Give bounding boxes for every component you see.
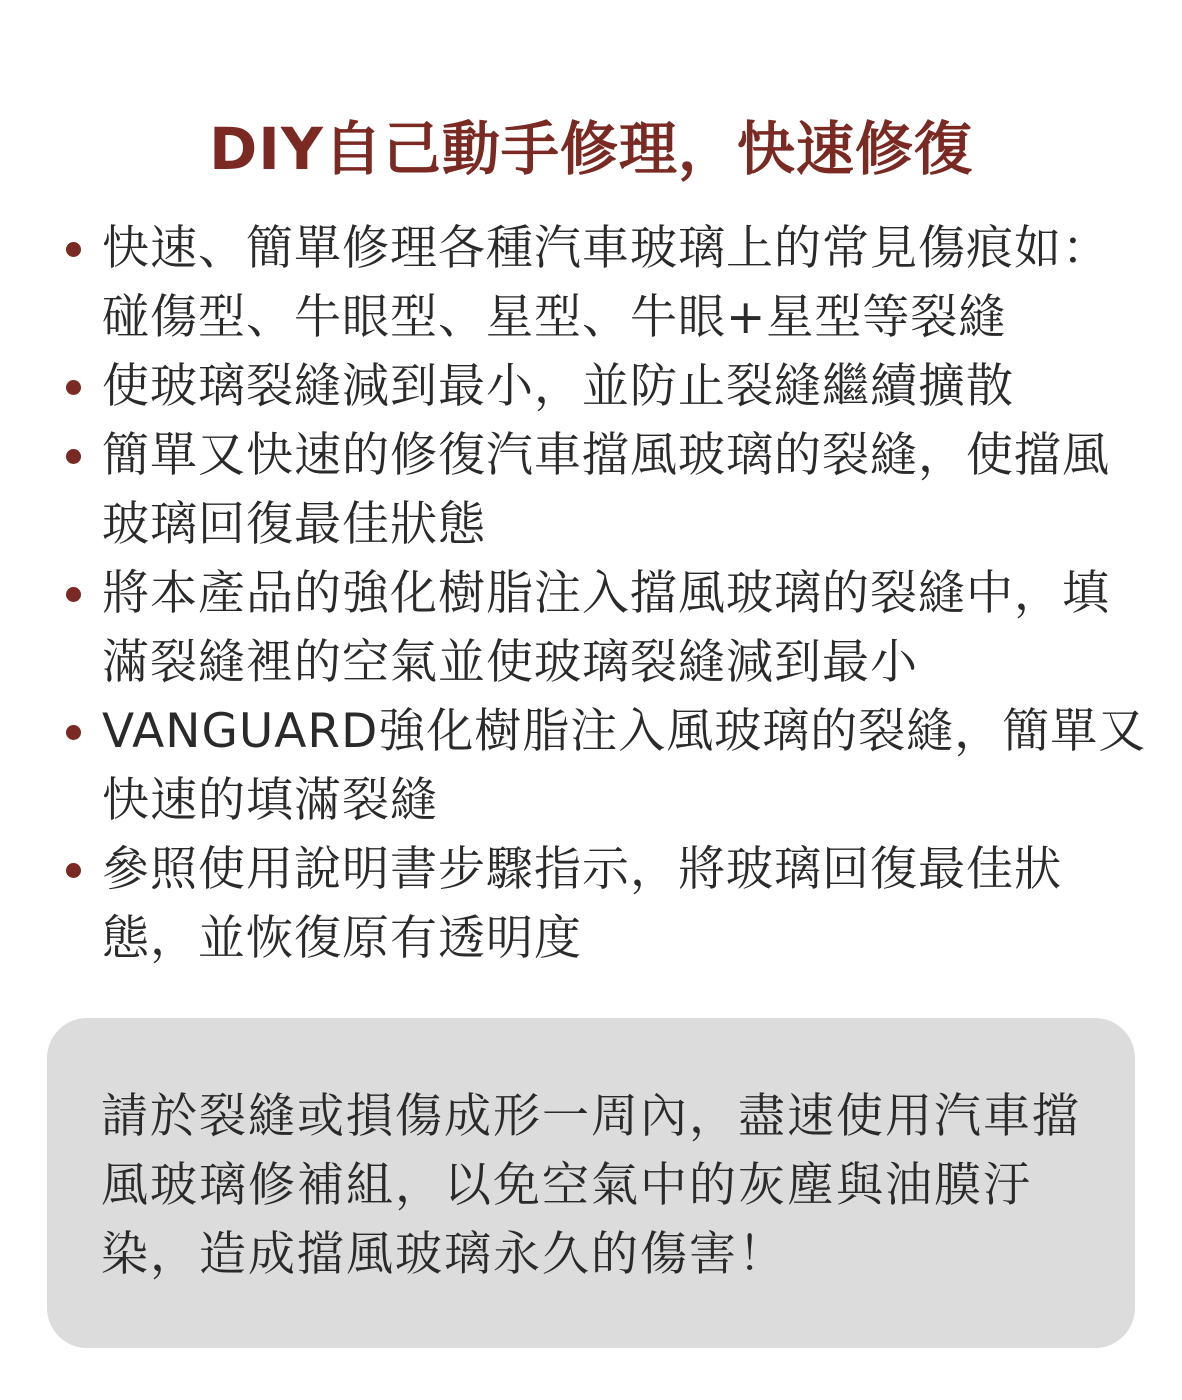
- list-item: [62, 352, 1147, 421]
- bullet-icon: [66, 449, 81, 464]
- feature-list: [62, 214, 1147, 973]
- bullet-icon: [66, 380, 81, 395]
- list-item-text: 快速、簡單修理各種汽車玻璃上的常見傷痕如：碰傷型、牛眼型、星型、牛眼+星型等裂縫: [102, 221, 1110, 345]
- list-item: [62, 697, 1147, 835]
- warning-note-box: [47, 1018, 1135, 1348]
- list-item-text: 使玻璃裂縫減到最小，並防止裂縫繼續擴散: [102, 359, 1014, 414]
- list-item: [62, 559, 1147, 697]
- bullet-icon: [66, 863, 81, 878]
- list-item-text: 參照使用說明書步驟指示，將玻璃回復最佳狀態，並恢復原有透明度: [102, 842, 1062, 966]
- page-title: DIY自己動手修理，快速修復: [209, 114, 973, 183]
- bullet-icon: [66, 242, 81, 257]
- list-item: [62, 421, 1147, 559]
- list-item: [62, 214, 1147, 352]
- bullet-icon: [66, 587, 81, 602]
- bullet-icon: [66, 725, 81, 740]
- list-item-text: 將本產品的強化樹脂注入擋風玻璃的裂縫中，填滿裂縫裡的空氣並使玻璃裂縫減到最小: [102, 566, 1110, 690]
- list-item-text: VANGUARD強化樹脂注入風玻璃的裂縫，簡單又快速的填滿裂縫: [102, 704, 1147, 828]
- list-item-text: 簡單又快速的修復汽車擋風玻璃的裂縫，使擋風玻璃回復最佳狀態: [102, 428, 1110, 552]
- list-item: [62, 835, 1147, 973]
- warning-note-text: 請於裂縫或損傷成形一周內，盡速使用汽車擋風玻璃修補組，以免空氣中的灰塵與油膜汙染，造成擋風玻璃永久的傷害！: [101, 1089, 1081, 1282]
